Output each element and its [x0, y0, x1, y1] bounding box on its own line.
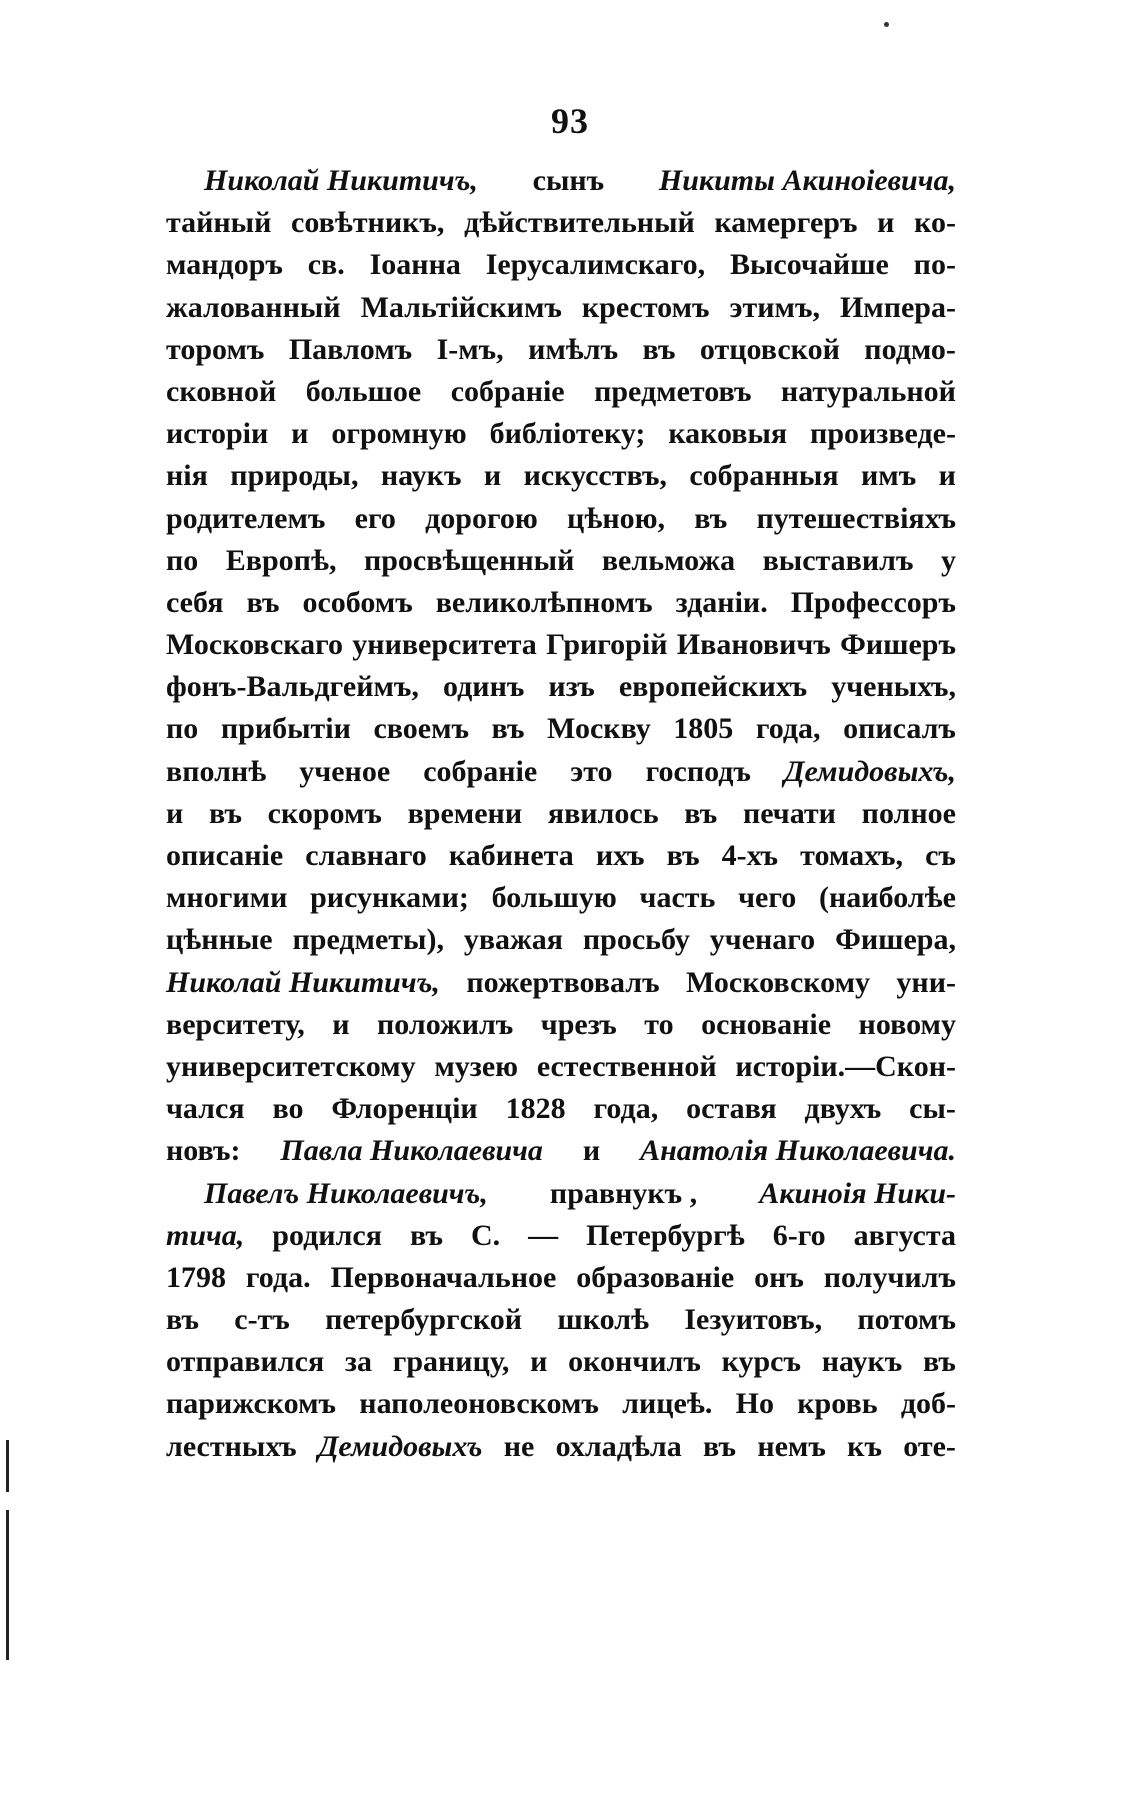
text-word: Высочайше [729, 248, 889, 282]
text-word: кровь [797, 1387, 878, 1421]
text-word: оставя [686, 1092, 777, 1126]
text-word: собранныя [689, 459, 839, 493]
text-word: наукъ [821, 1345, 903, 1379]
text-word: Московскому [686, 965, 871, 999]
text-line [166, 962, 956, 1004]
text-word: часть [639, 881, 716, 915]
text-word: года, [755, 712, 821, 746]
text-word: торомъ [166, 332, 265, 366]
text-word: въ [642, 332, 676, 366]
text-word: большое [305, 374, 422, 408]
text-word: Николай Никитичъ, [204, 164, 478, 197]
text-word: большую [491, 881, 617, 915]
text-word: цѣнные [166, 923, 273, 957]
text-word: Григорій [546, 628, 668, 662]
text-word: изъ [548, 670, 595, 704]
text-word: собраніе [423, 754, 538, 788]
text-word: Демидовыхъ [317, 1429, 483, 1463]
text-word: ученаго [709, 923, 816, 957]
text-word: потомъ [857, 1303, 956, 1337]
text-word: наполеоновскомъ [359, 1387, 599, 1421]
text-line [166, 1426, 956, 1468]
text-word: скоромъ [267, 796, 382, 830]
text-word: получилъ [823, 1260, 956, 1294]
text-word: лестныхъ [166, 1429, 297, 1463]
text-word: 4-хъ [721, 839, 779, 872]
text-word: пожертвовалъ [466, 965, 660, 999]
text-word: крестомъ [581, 290, 710, 324]
text-word: Фишеръ [840, 628, 956, 662]
text-word: университета [352, 628, 537, 662]
text-word: родился [272, 1218, 382, 1252]
text-line [166, 1046, 956, 1088]
text-word: кабинета [448, 839, 574, 872]
text-line [166, 1257, 956, 1299]
text-line [166, 1383, 956, 1425]
margin-speck [884, 22, 889, 27]
text-line [166, 1341, 956, 1383]
text-word: исторіи.—Скон- [735, 1049, 956, 1083]
text-word: просвѣщенный [363, 543, 575, 577]
text-word: Европѣ, [225, 543, 337, 577]
text-word: Профессоръ [790, 585, 956, 619]
text-word: наукъ [380, 459, 462, 493]
text-word: огромную [331, 417, 467, 451]
text-word: произведе- [810, 417, 956, 451]
text-word: доб- [900, 1387, 956, 1421]
text-word: цѣною, [567, 501, 666, 535]
text-word: совѣтникъ, [291, 206, 445, 240]
text-word: сы- [909, 1092, 956, 1126]
text-word: камергеръ [714, 206, 858, 240]
text-word: и [483, 459, 502, 493]
text-word: Іоанна [369, 248, 461, 282]
text-word: одинъ [442, 670, 525, 704]
text-word: великолѣпномъ [435, 585, 653, 619]
text-word: ко- [914, 206, 956, 240]
text-word: въ [684, 796, 718, 830]
text-word: въ [666, 839, 700, 872]
text-word: библіотеку; [489, 417, 646, 451]
text-word: Павелъ Николаевичъ, [204, 1176, 488, 1210]
text-word: съ [925, 839, 956, 872]
text-line [166, 582, 956, 624]
text-word: дорогою [425, 501, 538, 535]
text-word: во [272, 1092, 304, 1126]
text-word: Демидовыхъ, [783, 754, 956, 788]
text-line [166, 666, 956, 708]
text-word: новому [858, 1007, 956, 1041]
text-word: сынъ [532, 164, 605, 197]
text-word: ихъ [595, 839, 645, 872]
text-line [166, 877, 956, 919]
text-line [166, 1299, 956, 1341]
text-word: 6-го [772, 1218, 826, 1252]
text-word: (наиболѣе [819, 881, 956, 915]
text-line [166, 498, 956, 540]
text-word: по- [913, 248, 956, 282]
text-word: Николай Никитичъ, [166, 965, 440, 999]
text-word: охладѣла [555, 1429, 682, 1463]
text-word: августа [853, 1218, 956, 1252]
text-word: въ [409, 1218, 443, 1252]
text-word: положилъ [376, 1007, 514, 1041]
text-line [166, 624, 956, 666]
text-word: времени [407, 796, 523, 830]
page-number: 93 [551, 101, 589, 141]
text-word: Первоначальное [330, 1260, 557, 1294]
text-word: музею [434, 1049, 519, 1083]
text-line [166, 751, 956, 793]
text-line [166, 919, 956, 961]
text-word: Мальтійскимъ [360, 290, 562, 324]
text-word: естественной [536, 1049, 717, 1083]
text-line [166, 708, 956, 750]
text-word: имъ [861, 459, 917, 493]
text-word: университетскому [166, 1049, 416, 1083]
text-line [166, 1130, 956, 1172]
text-word: Московскаго [166, 628, 343, 662]
text-word: въ [166, 1303, 199, 1337]
text-word: новъ: [166, 1134, 241, 1168]
text-word: года, [593, 1092, 659, 1126]
text-word: Іерусалимскаго, [485, 248, 706, 282]
text-word: Импера- [839, 290, 956, 324]
text-word: и [530, 1345, 548, 1379]
text-word: 1828 [505, 1092, 566, 1126]
text-word: описалъ [843, 712, 956, 746]
text-word: славнаго [305, 839, 427, 872]
text-word: родителемъ [166, 501, 326, 535]
text-word: предметовъ [594, 374, 752, 408]
text-line [166, 287, 956, 329]
text-word: Москву [547, 712, 651, 746]
text-word: просьбу [582, 923, 690, 957]
text-word: выставилъ [762, 543, 914, 577]
text-word: и [582, 1134, 601, 1168]
text-word: жалованный [166, 290, 341, 324]
text-word: уважая [463, 923, 564, 957]
text-word: зданіи. [675, 585, 768, 619]
text-word: описаніе [166, 839, 284, 872]
text-word: полное [861, 796, 956, 830]
text-word: особомъ [302, 585, 413, 619]
text-word: онъ [754, 1260, 804, 1294]
text-word: его [354, 501, 396, 535]
text-word: господъ [645, 754, 751, 788]
text-word: мандоръ [166, 248, 283, 282]
text-word: въ [703, 1429, 736, 1463]
text-word: предметы), [292, 923, 444, 957]
text-word: фонъ-Вальдгеймъ, [166, 670, 419, 704]
text-word: Іезуитовъ, [684, 1303, 823, 1337]
text-word: немъ [757, 1429, 826, 1463]
text-word: европейскихъ [618, 670, 808, 704]
text-line [166, 329, 956, 371]
text-word: Фишера, [835, 923, 956, 957]
text-word: Анатолія Николаевича. [640, 1134, 956, 1168]
text-word: сковной [166, 374, 277, 408]
body-text [166, 160, 956, 1468]
text-word: по [166, 543, 199, 577]
text-word: Павломъ [288, 332, 413, 366]
text-line [166, 244, 956, 286]
text-line [166, 455, 956, 497]
text-word: Никиты Акиноіевича, [658, 164, 956, 197]
text-word: лицеѣ. [622, 1387, 713, 1421]
text-word: въ [209, 796, 242, 830]
text-word: верситету, [166, 1007, 305, 1041]
text-word: имѣлъ [528, 332, 619, 366]
text-word: чрезъ [540, 1007, 617, 1041]
text-word: Петербургѣ [586, 1218, 745, 1252]
text-word: природы, [230, 459, 359, 493]
text-word: — [528, 1218, 559, 1252]
text-word: многими [166, 881, 288, 915]
text-line [166, 540, 956, 582]
text-word: 1805 [673, 712, 734, 746]
text-word: не [503, 1429, 535, 1463]
text-line [166, 371, 956, 413]
text-word: своемъ [373, 712, 469, 746]
text-word: по [166, 712, 199, 746]
text-word: Ивановичъ [676, 628, 831, 662]
text-word: каковыя [668, 417, 788, 451]
text-word: основаніе [701, 1007, 832, 1041]
text-line [166, 793, 956, 835]
text-word: тайный [166, 206, 272, 240]
text-line [166, 1004, 956, 1046]
text-word: въ [491, 712, 525, 746]
text-word: томахъ, [800, 839, 903, 872]
text-line [166, 413, 956, 455]
text-word: и [938, 459, 956, 493]
text-word: границу, [392, 1345, 510, 1379]
text-word: Флоренціи [331, 1092, 478, 1126]
text-line [166, 160, 956, 202]
text-word: у [940, 543, 956, 577]
text-line [166, 1215, 956, 1257]
text-word: въ [922, 1345, 956, 1379]
text-word: рисунками; [310, 881, 469, 915]
text-word: Но [735, 1387, 774, 1421]
text-line [166, 1088, 956, 1130]
text-word: ученыхъ, [831, 670, 956, 704]
text-word: с-тъ [234, 1303, 290, 1337]
left-margin-mark [6, 1510, 9, 1660]
text-word: явилось [547, 796, 659, 830]
text-word: 1798 [166, 1260, 226, 1294]
text-word: дѣйствительный [464, 206, 695, 240]
text-word: путешествіяхъ [756, 501, 956, 535]
text-word: петербургской [325, 1303, 523, 1337]
text-word: печати [742, 796, 836, 830]
text-word: прибытіи [220, 712, 351, 746]
text-line [166, 202, 956, 244]
text-word: окончилъ [568, 1345, 701, 1379]
text-word: двухъ [804, 1092, 882, 1126]
text-word: этимъ, [729, 290, 820, 324]
text-word: подмо- [864, 332, 956, 366]
text-word: отправился [166, 1345, 325, 1379]
text-word: то [644, 1007, 674, 1041]
text-word: нія [166, 459, 208, 493]
left-margin-mark [6, 1440, 9, 1492]
text-word: и [291, 417, 309, 451]
text-word: натуральной [780, 374, 956, 408]
text-word: года. [245, 1260, 311, 1294]
text-word: школѣ [557, 1303, 650, 1337]
text-word: Павла Николаевича [280, 1134, 543, 1168]
text-word: и [166, 796, 184, 830]
text-word: ученое [299, 754, 391, 788]
text-word: себя [166, 585, 224, 619]
text-word: образованіе [576, 1260, 735, 1294]
text-word: искусствъ, [523, 459, 667, 493]
text-word: тича, [166, 1218, 245, 1252]
text-word: чался [166, 1092, 245, 1126]
text-word: и [877, 206, 895, 240]
text-word: парижскомъ [166, 1387, 337, 1421]
text-word: курсъ [721, 1345, 801, 1379]
text-word: І-мъ, [436, 332, 504, 366]
text-word: Акиноія Ники- [759, 1176, 956, 1210]
text-word: св. [307, 248, 345, 282]
text-word: за [344, 1345, 372, 1379]
text-word: оте- [903, 1429, 956, 1463]
text-word: вполнѣ [166, 754, 267, 788]
text-word: отцовской [699, 332, 840, 366]
text-word: С. [470, 1218, 501, 1252]
text-line [166, 1173, 956, 1215]
text-word: это [570, 754, 613, 788]
text-word: уни- [896, 965, 956, 999]
text-word: вельможа [601, 543, 736, 577]
text-line [166, 835, 956, 877]
text-word: въ [246, 585, 280, 619]
text-word: въ [694, 501, 728, 535]
text-word: собраніе [450, 374, 565, 408]
text-word: и [332, 1007, 350, 1041]
text-word: правнукъ , [549, 1176, 698, 1210]
text-word: чего [738, 881, 797, 915]
text-word: исторіи [166, 417, 269, 451]
text-word: къ [847, 1429, 882, 1463]
